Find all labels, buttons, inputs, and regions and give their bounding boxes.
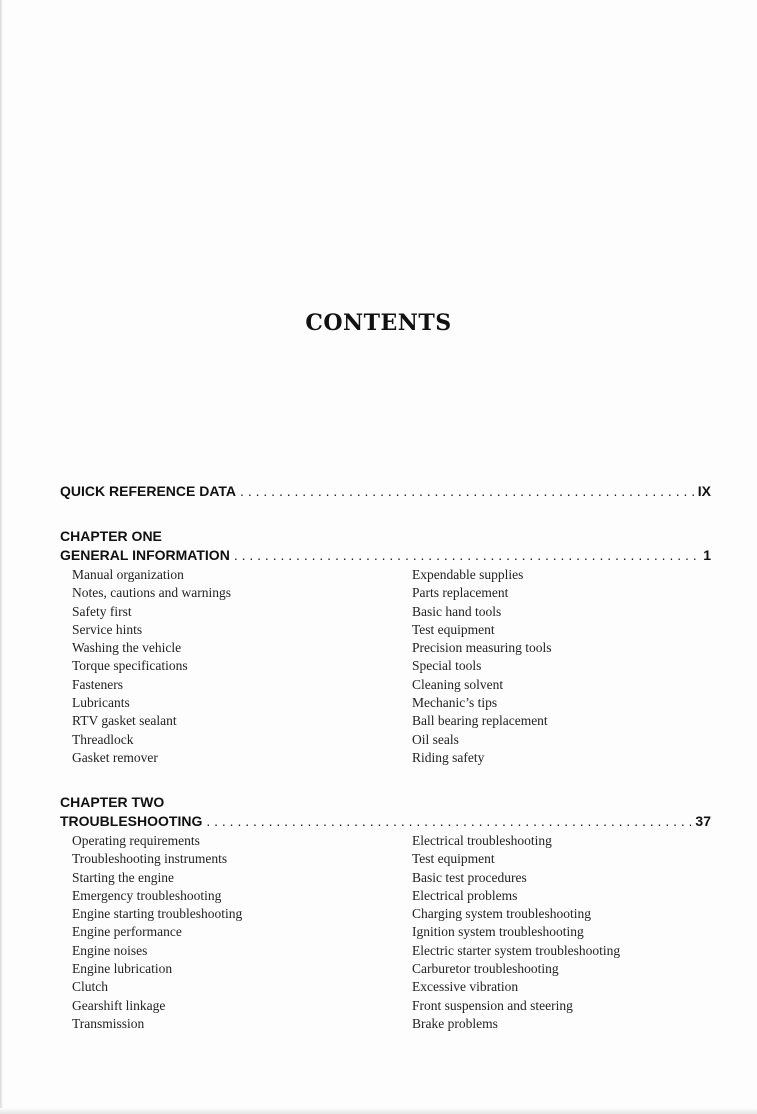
topic-item: Oil seals: [412, 731, 459, 747]
topic-item: Gasket remover: [72, 749, 158, 765]
toc-entry-label: GENERAL INFORMATION: [60, 547, 230, 563]
topic-item: Fasteners: [72, 676, 123, 692]
topic-item: Service hints: [72, 621, 143, 637]
topic-item: Test equipment: [412, 621, 495, 637]
topic-item: Lubricants: [72, 695, 130, 711]
chapter-one-topics-right: [412, 566, 712, 767]
topic-item: Engine noises: [72, 942, 148, 958]
page-title: CONTENTS: [305, 310, 452, 336]
topic-item: Electrical troubleshooting: [412, 833, 552, 848]
chapter-two-topics-right: [412, 832, 712, 1033]
toc-entry-quick-reference[interactable]: [60, 483, 711, 499]
toc-page-number: IX: [697, 483, 711, 499]
topic-item: Expendable supplies: [412, 567, 524, 582]
chapter-one-topics: [72, 566, 712, 767]
topic-item: Torque specifications: [72, 658, 188, 674]
topic-item: Ball bearing replacement: [412, 713, 548, 729]
topic-item: Ignition system troubleshooting: [412, 924, 584, 940]
topic-item: Troubleshooting instruments: [72, 851, 228, 867]
topic-item: Starting the engine: [72, 869, 174, 885]
page-bottom-edge-shadow: [0, 1108, 757, 1114]
topic-item: Mechanic’s tips: [412, 695, 498, 711]
chapter-one-topics-left: [72, 566, 412, 767]
topic-item: Charging system troubleshooting: [412, 906, 591, 922]
topic-item: Brake problems: [412, 1015, 498, 1031]
page-left-edge-shadow: [0, 0, 3, 1114]
chapter-one-label: CHAPTER ONE: [60, 528, 162, 544]
topic-item: Parts replacement: [412, 585, 509, 601]
dot-leader: [206, 813, 691, 829]
topic-item: Special tools: [412, 658, 482, 674]
topic-item: Clutch: [72, 979, 108, 995]
topic-item: Carburetor troubleshooting: [412, 961, 559, 977]
chapter-two-topics-left: [72, 832, 412, 1033]
toc-entry-general-information[interactable]: [60, 547, 711, 563]
topic-item: Electrical problems: [412, 887, 518, 903]
topic-item: Notes, cautions and warnings: [72, 585, 231, 601]
toc-page-number: 1: [703, 547, 711, 563]
topic-item: Cleaning solvent: [412, 676, 504, 692]
topic-item: Washing the vehicle: [72, 640, 182, 656]
chapter-two-label: CHAPTER TWO: [60, 794, 165, 810]
toc-entry-troubleshooting[interactable]: [60, 813, 711, 829]
topic-item: Excessive vibration: [412, 979, 519, 995]
topic-item: RTV gasket sealant: [72, 713, 177, 729]
topic-item: Engine lubrication: [72, 961, 173, 977]
topic-item: Gearshift linkage: [72, 997, 166, 1013]
dot-leader: [234, 547, 699, 563]
chapter-two-topics: [72, 832, 712, 1033]
topic-item: Engine starting troubleshooting: [72, 906, 243, 922]
topic-item: Precision measuring tools: [412, 640, 552, 656]
topic-item: Safety first: [72, 603, 132, 619]
topic-item: Manual organization: [72, 567, 184, 582]
toc-entry-label: QUICK REFERENCE DATA: [60, 483, 237, 499]
topic-item: Basic test procedures: [412, 869, 527, 885]
topic-item: Front suspension and steering: [412, 997, 573, 1013]
topic-item: Test equipment: [412, 851, 495, 867]
toc-entry-label: TROUBLESHOOTING: [60, 813, 203, 829]
topic-item: Riding safety: [412, 749, 485, 765]
topic-item: Basic hand tools: [412, 603, 502, 619]
dot-leader: [240, 483, 694, 499]
topic-item: Emergency troubleshooting: [72, 887, 222, 903]
topic-item: Transmission: [72, 1015, 145, 1031]
topic-item: Electric starter system troubleshooting: [412, 942, 621, 958]
toc-page-number: 37: [695, 813, 711, 829]
topic-item: Threadlock: [72, 731, 134, 747]
topic-item: Engine performance: [72, 924, 182, 940]
topic-item: Operating requirements: [72, 833, 200, 848]
